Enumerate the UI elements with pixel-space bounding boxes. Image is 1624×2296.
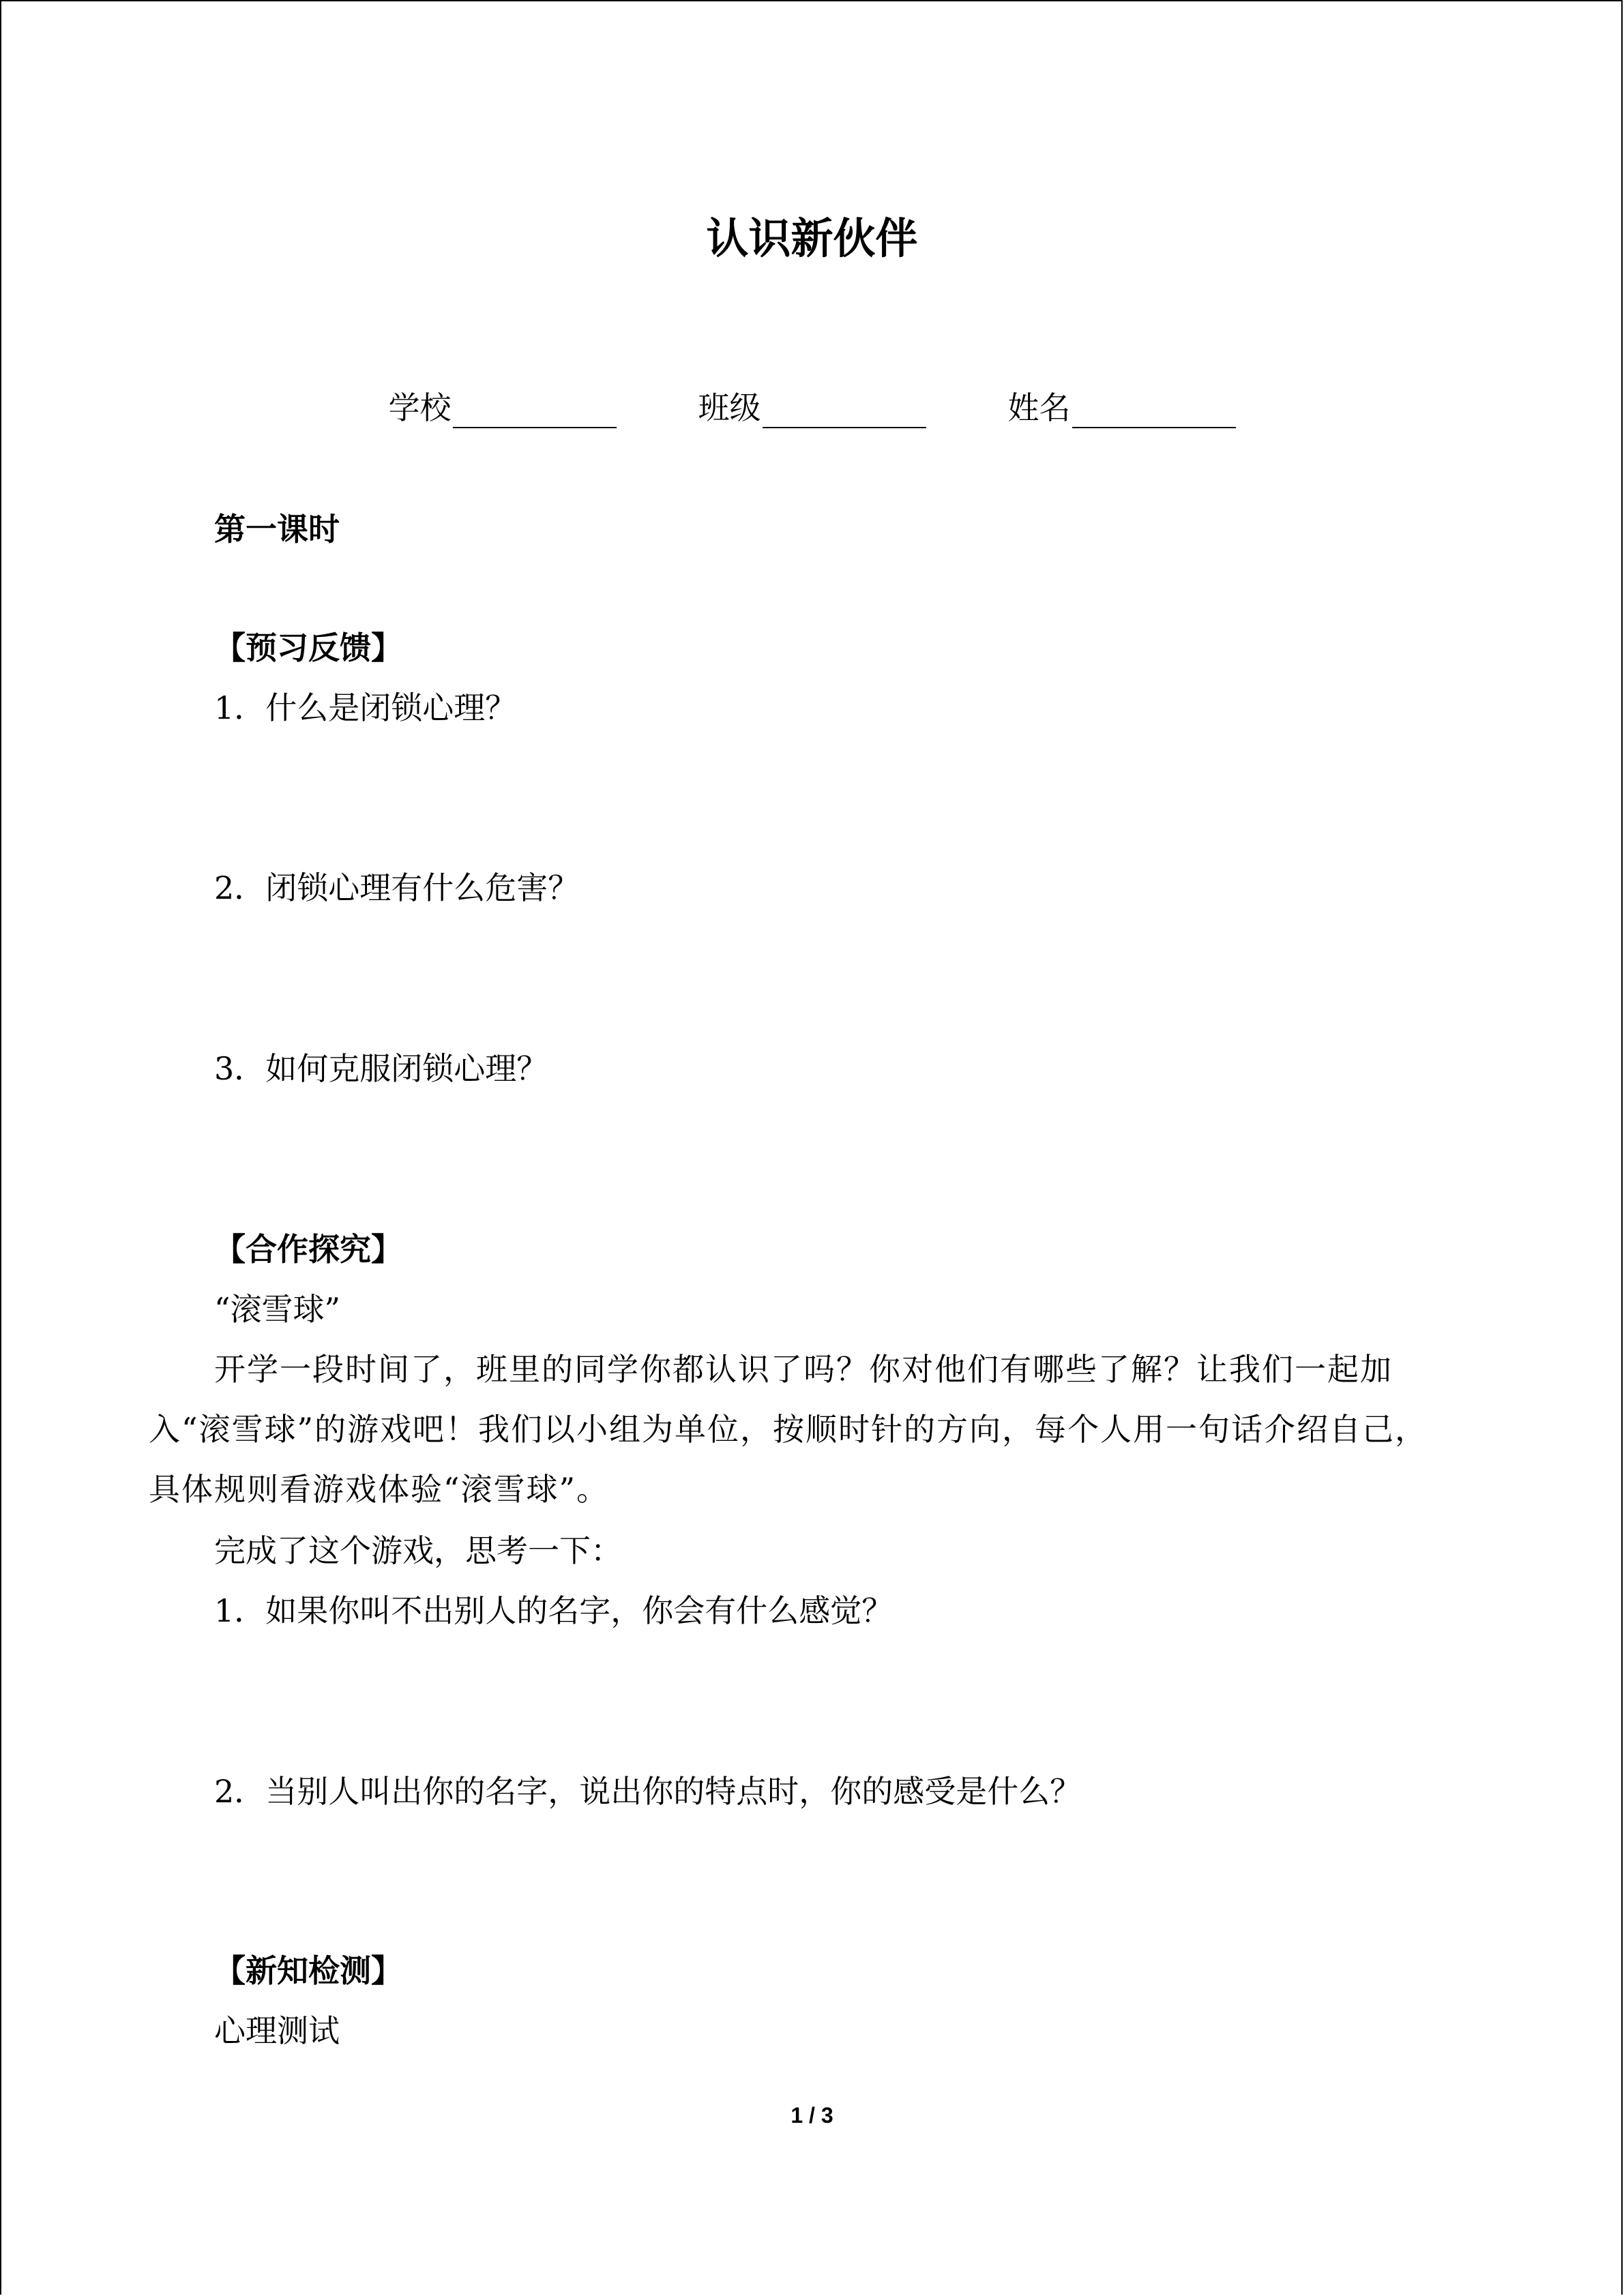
activity-title: “滚雪球”: [214, 1291, 341, 1328]
page-title: 认识新伙伴: [706, 213, 918, 263]
name-blank[interactable]: [1072, 394, 1236, 428]
check-heading: 【新知检测】: [214, 1952, 402, 1989]
preview-heading: 【预习反馈】: [214, 629, 402, 666]
page-number: 1 / 3: [791, 2103, 833, 2128]
school-field[interactable]: [389, 387, 617, 428]
activity-paragraph: 开学一段时间了，班里的同学你都认识了吗？你对他们有哪些了解？让我们一起加入“滚雪球”的游戏吧！我们以小组为单位，按顺时针的方向，每个人用一句话介绍自己，具体规则看游戏体验“滚雪球”。: [149, 1351, 1428, 1508]
school-label: 学校: [388, 389, 452, 426]
preview-question-1: 1．什么是闭锁心理？: [214, 689, 517, 726]
name-field[interactable]: [1008, 387, 1236, 428]
lesson-heading: 第一课时: [214, 511, 340, 548]
school-blank[interactable]: [453, 394, 617, 428]
class-field[interactable]: [698, 387, 926, 428]
name-label: 姓名: [1007, 389, 1071, 426]
student-info-row: [0, 387, 1624, 428]
class-label: 班级: [698, 389, 761, 426]
activity-prompt: 完成了这个游戏，思考一下：: [214, 1532, 622, 1569]
check-subtitle: 心理测试: [214, 2012, 340, 2049]
cooperate-question-2: 2．当别人叫出你的名字，说出你的特点时，你的感受是什么？: [214, 1773, 1082, 1810]
preview-question-2: 2．闭锁心理有什么危害？: [214, 869, 580, 906]
cooperate-heading: 【合作探究】: [214, 1231, 402, 1268]
cooperate-question-1: 1．如果你叫不出别人的名字，你会有什么感觉？: [214, 1592, 894, 1629]
class-blank[interactable]: [763, 394, 926, 428]
preview-question-3: 3．如何克服闭锁心理？: [214, 1050, 548, 1087]
